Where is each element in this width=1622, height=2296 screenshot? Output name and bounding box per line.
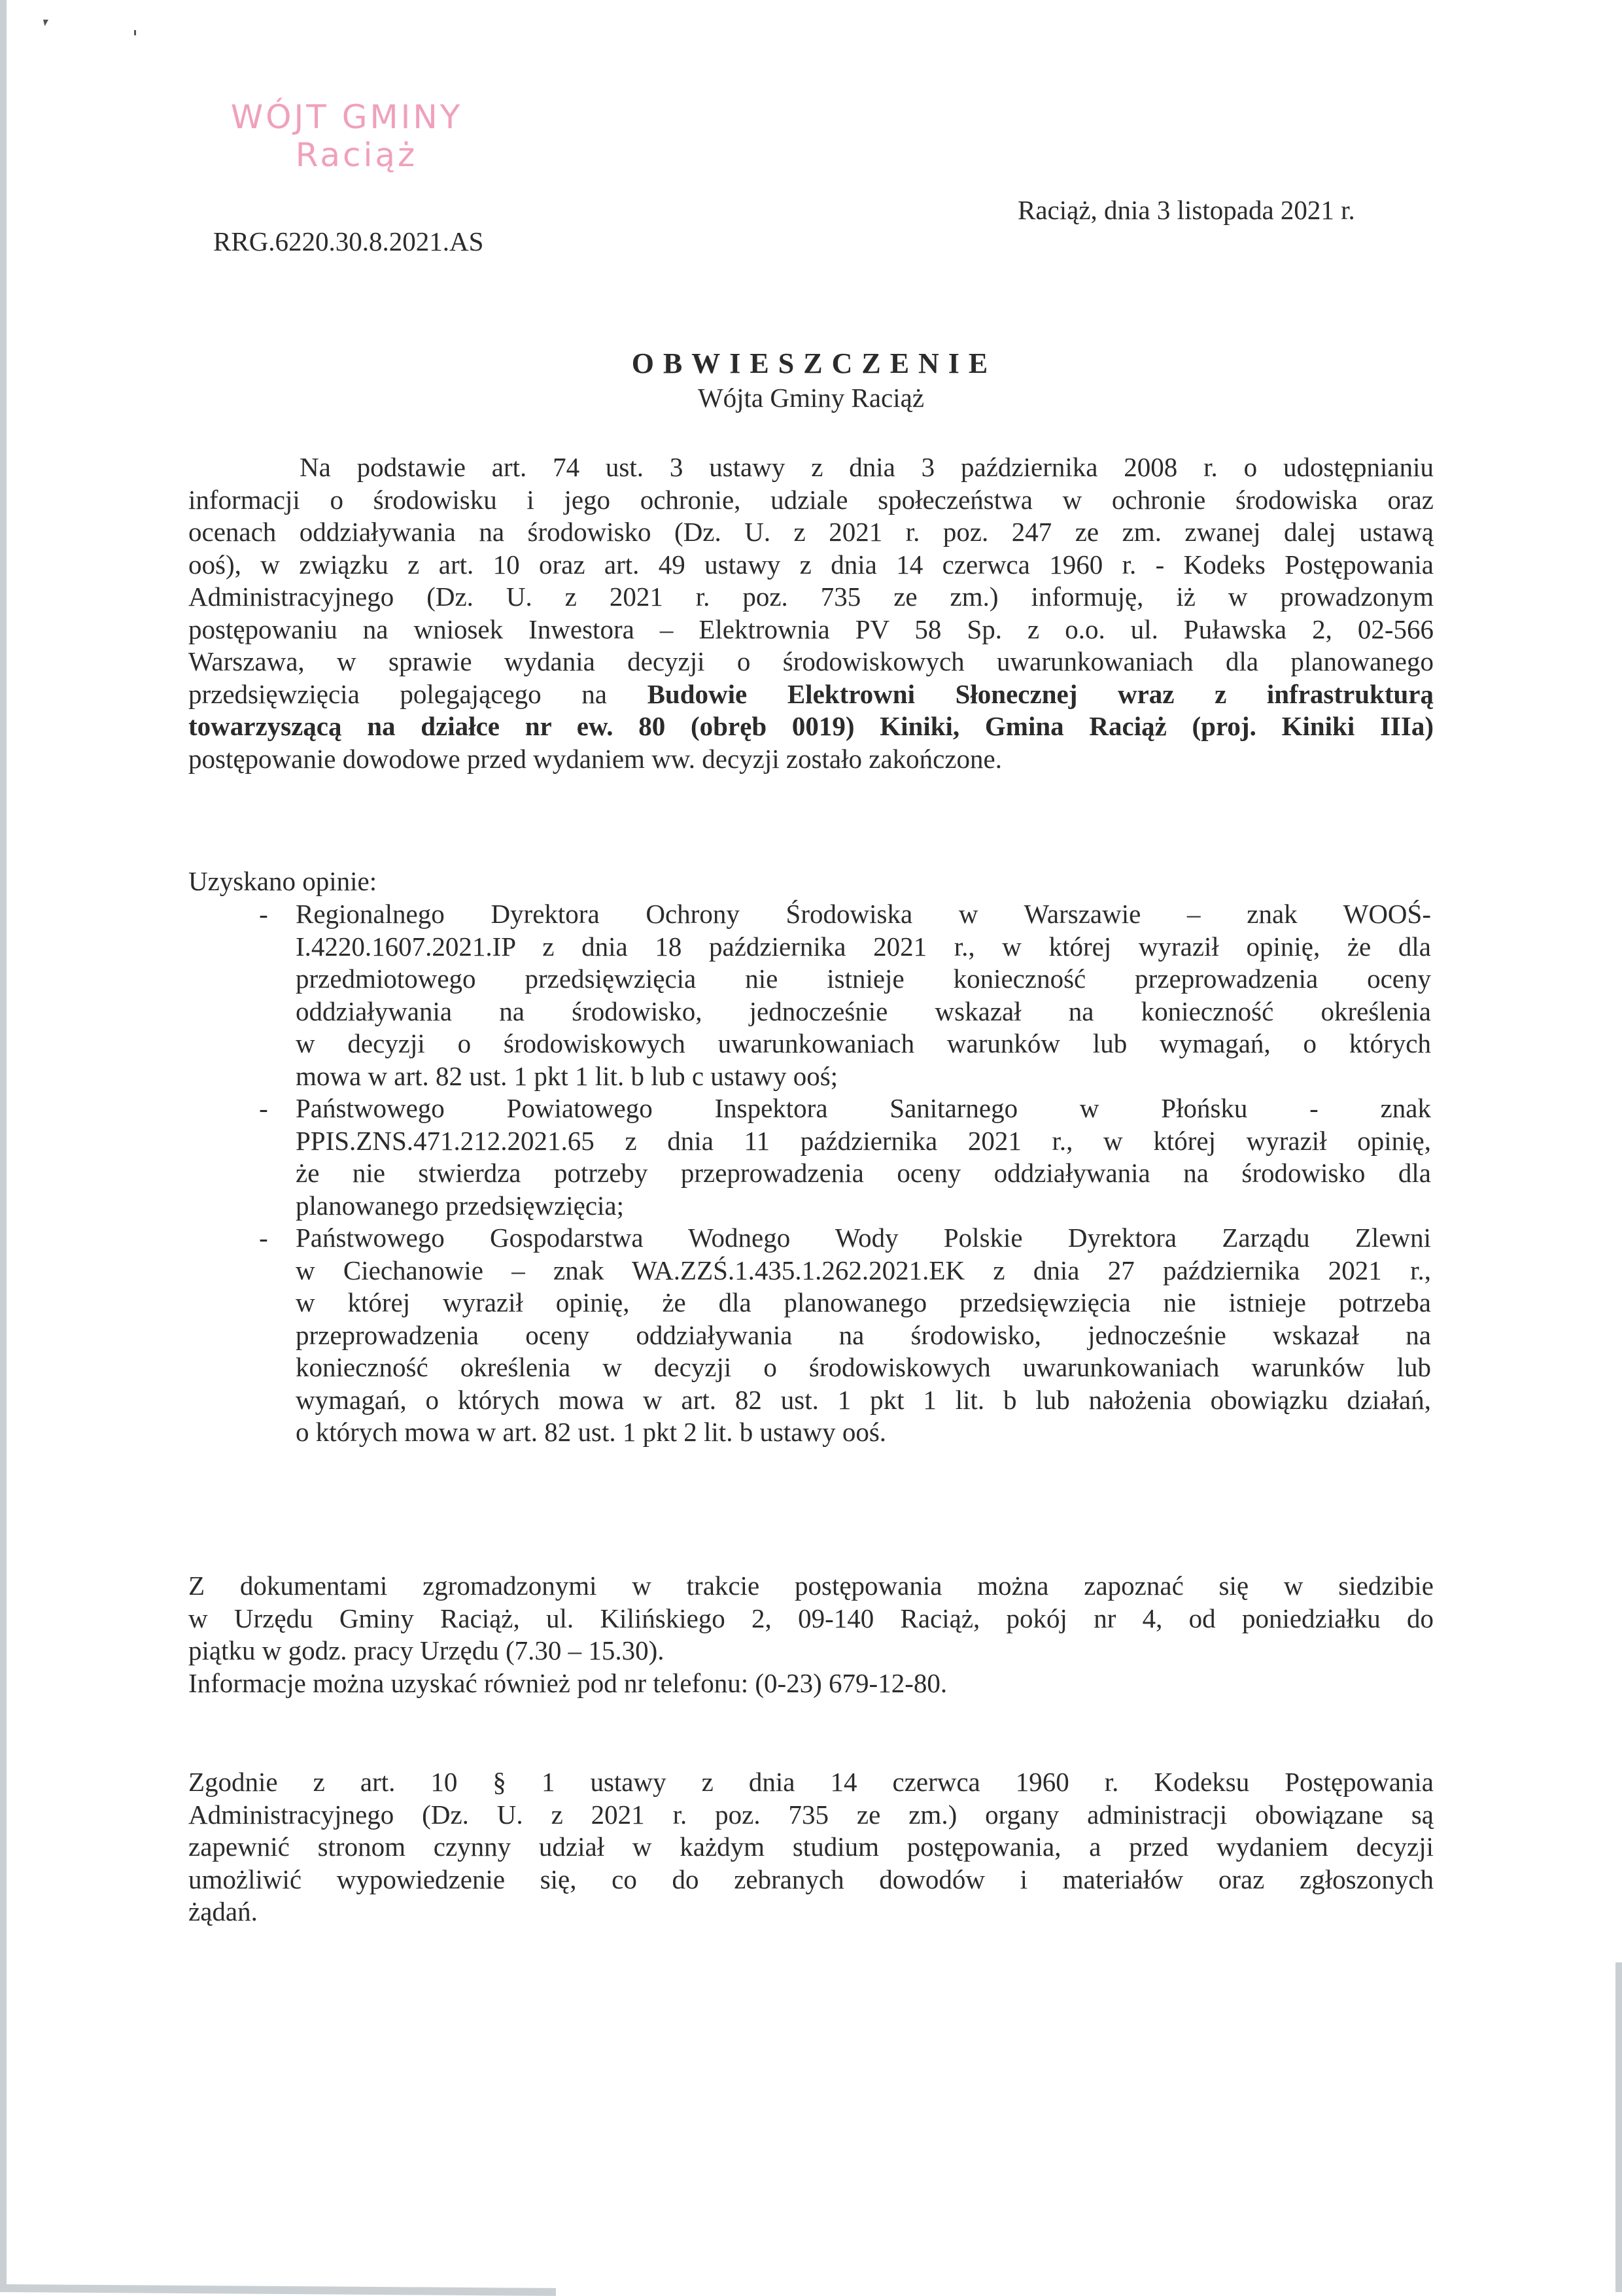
paragraph-notice — [188, 451, 1434, 775]
scan-edge-right — [1615, 1962, 1622, 2292]
text-line: ocenach oddziaływania na środowisko (Dz. U. z 2021 r. poz. 247 ze zm. zwanej dalej ustawą — [188, 517, 1434, 547]
text-line: postępowaniu na wniosek Inwestora – Elektrownia PV 58 Sp. z o.o. ul. Puławska 2, 02-566 — [188, 614, 1434, 644]
bullet-dash: - — [259, 1093, 268, 1123]
text-line: przedmiotowego przedsięwzięcia nie istnieje konieczność przeprowadzenia oceny — [296, 964, 1431, 994]
text-line: zapewnić stronom czynny udział w każdym studium postępowania, a przed wydaniem decyzji — [188, 1832, 1434, 1862]
paragraph-access-info — [188, 1570, 1434, 1699]
text-line: postępowanie dowodowe przed wydaniem ww. decyzji zostało zakończone. — [188, 743, 1002, 774]
office-stamp — [209, 98, 484, 174]
scan-edge-left — [0, 0, 7, 2292]
document-subtitle: Wójta Gminy Raciąż — [697, 383, 925, 413]
text-line: oddziaływania na środowisko, jednocześnie wskazał na konieczność określenia — [296, 996, 1431, 1026]
text-line: konieczność określenia w decyzji o środowiskowych uwarunkowaniach warunków lub — [296, 1352, 1431, 1382]
scan-edge-bottom — [0, 2284, 556, 2296]
text-line: w Urzędu Gminy Raciąż, ul. Kilińskiego 2, 09-140 Raciąż, pokój nr 4, od poniedziałku do — [188, 1603, 1434, 1633]
text-line: że nie stwierdza potrzeby przeprowadzenia oceny oddziaływania na środowisko dla — [296, 1158, 1431, 1188]
text-line: Państwowego Gospodarstwa Wodnego Wody Polskie Dyrektora Zarządu Zlewni — [296, 1223, 1431, 1253]
text-line: w decyzji o środowiskowych uwarunkowaniach warunków lub wymagań, o których — [296, 1028, 1431, 1058]
text-line: w Ciechanowie – znak WA.ZZŚ.1.435.1.262.2021.EK z dnia 27 października 2021 r., — [296, 1255, 1431, 1285]
bullet-dash: - — [259, 899, 268, 929]
stamp-line-1: WÓJT GMINY — [230, 98, 463, 136]
scan-speck — [134, 30, 136, 35]
place-and-date: Raciąż, dnia 3 listopada 2021 r. — [1018, 195, 1355, 225]
text-line: mowa w art. 82 ust. 1 pkt 1 lit. b lub c ustawy ooś; — [296, 1060, 838, 1091]
opinion-item-rdos — [254, 898, 1431, 1092]
text-line-mixed — [188, 678, 1434, 711]
text-line: ooś), w związku z art. 10 oraz art. 49 ustawy z dnia 14 czerwca 1960 r. - Kodeks Postępowania — [188, 549, 1434, 580]
text-line: Z dokumentami zgromadzonymi w trakcie postępowania można zapoznać się w siedzibie — [188, 1571, 1434, 1601]
text-line: Warszawa, w sprawie wydania decyzji o środowiskowych uwarunkowaniach dla planowanego — [188, 646, 1434, 676]
project-name-bold: Budowie Elektrowni Słonecznej wraz z infrastrukturą — [647, 678, 1434, 709]
opinion-item-ppis — [254, 1092, 1431, 1222]
text-line: przeprowadzenia oceny oddziaływania na środowisko, jednocześnie wskazał na — [296, 1319, 1431, 1350]
text-line: w której wyraził opinię, że dla planowanego przedsięwzięcia nie istnieje potrzeba — [296, 1287, 1431, 1317]
text-line: Administracyjnego (Dz. U. z 2021 r. poz. 735 ze zm.) informuję, iż w prowadzonym — [188, 582, 1434, 612]
text-line: Zgodnie z art. 10 § 1 ustawy z dnia 14 czerwca 1960 r. Kodeksu Postępowania — [188, 1767, 1434, 1797]
reference-number: RRG.6220.30.8.2021.AS — [213, 226, 484, 256]
opinions-list — [254, 898, 1431, 1449]
text-line: umożliwić wypowiedzenie się, co do zebranych dowodów i materiałów oraz zgłoszonych — [188, 1864, 1434, 1894]
text-line: Państwowego Powiatowego Inspektora Sanitarnego w Płońsku - znak — [296, 1093, 1431, 1123]
text-line: planowanego przedsięwzięcia; — [296, 1190, 625, 1221]
text-line: Na podstawie art. 74 ust. 3 ustawy z dnia 3 października 2008 r. o udostępnianiu — [300, 452, 1434, 482]
text-line: wymagań, o których mowa w art. 82 ust. 1 pkt 1 lit. b lub nałożenia obowiązku działań, — [296, 1384, 1431, 1415]
opinions-label: Uzyskano opinie: — [188, 866, 377, 896]
project-name-bold-line: towarzyszącą na działce nr ew. 80 (obręb 0019) Kiniki, Gmina Raciąż (proj. Kiniki IIIa) — [188, 711, 1434, 741]
stamp-line-2: Raciąż — [295, 136, 418, 174]
text-line: piątku w godz. pracy Urzędu (7.30 – 15.30). — [188, 1635, 664, 1665]
paragraph-legal-basis — [188, 1766, 1434, 1928]
text-line: PPIS.ZNS.471.212.2021.65 z dnia 11 października 2021 r., w której wyraził opinię, — [296, 1125, 1431, 1156]
text-line: Regionalnego Dyrektora Ochrony Środowiska w Warszawie – znak WOOŚ- — [296, 899, 1431, 929]
text-line: Administracyjnego (Dz. U. z 2021 r. poz. 735 ze zm.) organy administracji obowiązane są — [188, 1799, 1434, 1830]
text-line: o których mowa w art. 82 ust. 1 pkt 2 lit. b ustawy ooś. — [296, 1417, 887, 1447]
opinion-item-wody-polskie — [254, 1222, 1431, 1449]
document-title: OBWIESZCZENIE — [631, 347, 997, 379]
text-line: informacji o środowisku i jego ochronie, udziale społeczeństwa w ochronie środowiska oraz — [188, 484, 1434, 515]
text-line: żądań. — [188, 1896, 258, 1926]
scan-speck — [43, 20, 48, 26]
title-block — [0, 347, 1622, 415]
text-segment: przedsięwzięcia polegającego na — [188, 678, 647, 709]
bullet-dash: - — [259, 1223, 268, 1253]
text-line: I.4220.1607.2021.IP z dnia 18 października 2021 r., w której wyraził opinię, że dla — [296, 931, 1431, 962]
phone-info-line: Informacje można uzyskać również pod nr telefonu: (0-23) 679-12-80. — [188, 1667, 948, 1698]
